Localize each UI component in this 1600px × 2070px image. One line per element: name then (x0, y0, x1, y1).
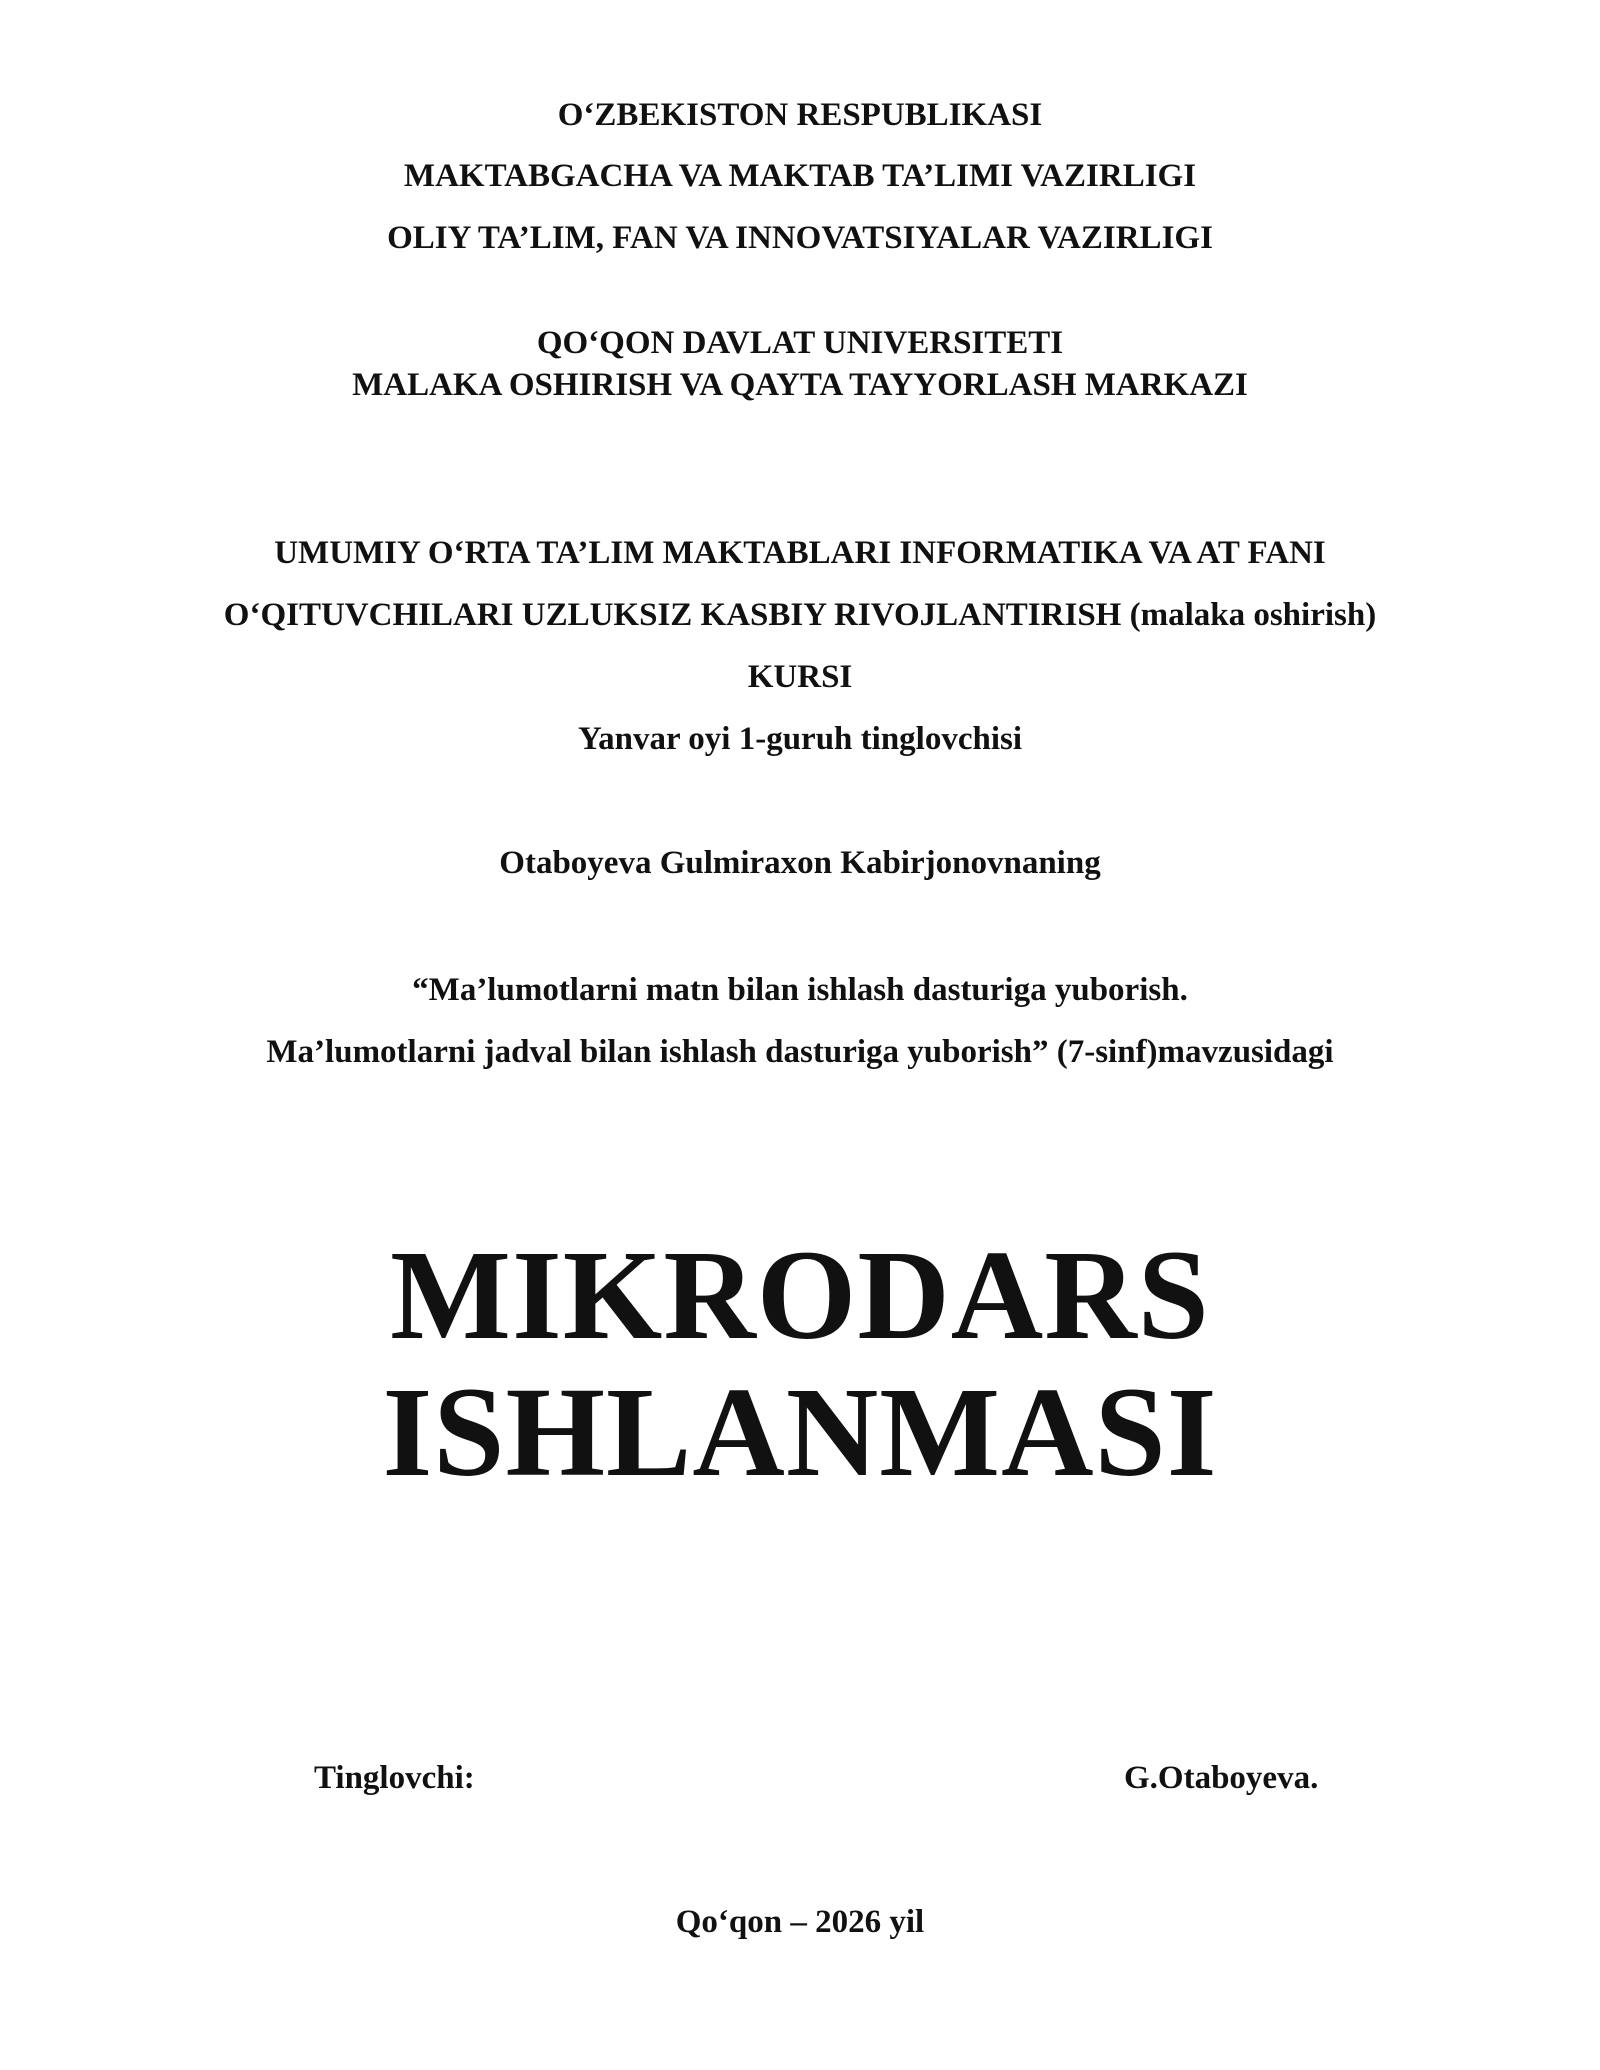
author-name: Otaboyeva Gulmiraxon Kabirjonovnaning (499, 845, 1101, 881)
document-title-line-1: MIKRODARS (390, 1224, 1210, 1366)
topic-line-1: “Ma’lumotlarni matn bilan ishlash dasturiga yuborish. (412, 972, 1188, 1008)
header-ministry-preschool: MAKTABGACHA VA MAKTAB TA’LIMI VAZIRLIGI (403, 158, 1197, 194)
course-group: Yanvar oyi 1-guruh tinglovchisi (577, 721, 1023, 757)
footer-place-year: Qo‘qon – 2026 yil (675, 1904, 925, 1940)
signature-label: Tinglovchi: (314, 1760, 475, 1796)
training-center-name: MALAKA OSHIRISH VA QAYTA TAYYORLASH MARKAZI (352, 367, 1248, 403)
course-line-1: UMUMIY O‘RTA TA’LIM MAKTABLARI INFORMATIKA VA AT FANI (274, 535, 1326, 571)
course-line-2: O‘QITUVCHILARI UZLUKSIZ KASBIY RIVOJLANTIRISH (malaka oshirish) (223, 597, 1377, 633)
header-republic: O‘ZBEKISTON RESPUBLIKASI (557, 97, 1043, 133)
course-line-3: KURSI (747, 659, 853, 695)
document-title-line-2: ISHLANMASI (382, 1361, 1218, 1503)
topic-line-2: Ma’lumotlarni jadval bilan ishlash dasturiga yuborish” (7-sinf)mavzusidagi (266, 1034, 1334, 1070)
signature-name: G.Otaboyeva. (1124, 1760, 1319, 1796)
university-name: QO‘QON DAVLAT UNIVERSITETI (536, 325, 1064, 361)
header-ministry-higher-ed: OLIY TA’LIM, FAN VA INNOVATSIYALAR VAZIRLIGI (387, 220, 1213, 256)
